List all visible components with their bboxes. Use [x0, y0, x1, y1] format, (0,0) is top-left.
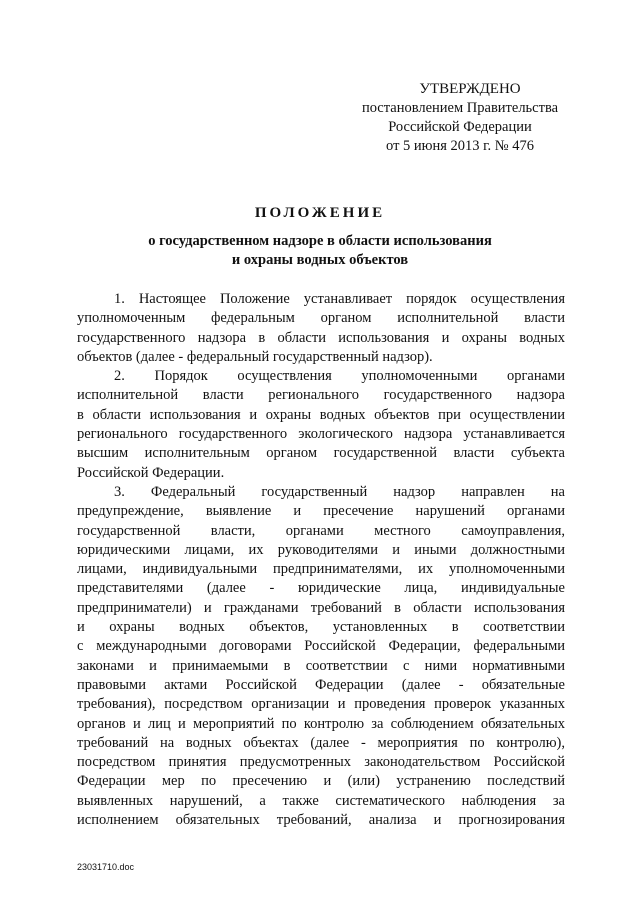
footer-filename: 23031710.doc — [77, 862, 135, 872]
document-title: ПОЛОЖЕНИЕ — [254, 205, 386, 221]
text-line: предприниматели) и гражданами требований в области использования — [77, 599, 565, 616]
text-line: и охраны водных объектов, установленных в соответствии — [77, 619, 565, 636]
text-line: Российской Федерации. — [77, 464, 225, 481]
text-line: требований на водных объектах (далее - мероприятия по контролю), — [77, 734, 565, 751]
text-line: представителями (далее - юридические лица, индивидуальные — [77, 580, 565, 597]
text-line: государственного надзора в области использования и охраны водных — [77, 329, 565, 346]
paragraph-1 — [77, 290, 565, 367]
paragraph-3 — [77, 483, 565, 830]
document-body — [77, 290, 565, 830]
approval-line-1: постановлением Правительства — [361, 100, 559, 116]
text-line: исполнением обязательных требований, анализа и прогнозирования — [77, 812, 565, 829]
text-line: в области использования и охраны водных объектов при осуществлении — [77, 406, 565, 423]
text-line: законами и принимаемыми в соответствии с ними нормативными — [77, 657, 565, 674]
text-line: высшим исполнительным органом государственной власти субъекта — [77, 445, 565, 462]
text-line: требования), посредством организации и проведения проверок указанных — [77, 696, 565, 713]
text-line: лицами, индивидуальными предпринимателями, их уполномоченными — [77, 561, 565, 578]
text-line: органов и лиц и мероприятий по контролю за соблюдением обязательных — [77, 715, 565, 732]
text-line: предупреждение, выявление и пресечение нарушений органами — [77, 503, 565, 520]
text-line: уполномоченным федеральным органом исполнительной власти — [77, 310, 565, 327]
text-line: государственной власти, органами местного самоуправления, — [77, 522, 565, 539]
text-line: с международными договорами Российской Федерации, федеральными — [77, 638, 565, 655]
text-line: 3. Федеральный государственный надзор направлен на — [114, 483, 565, 500]
paragraph-2 — [77, 367, 565, 483]
text-line: 1. Настоящее Положение устанавливает порядок осуществления — [114, 291, 565, 307]
text-line: исполнительной власти регионального государственного надзора — [77, 387, 565, 404]
approval-block — [330, 80, 590, 156]
text-line: объектов (далее - федеральный государственный надзор). — [77, 348, 433, 365]
approval-line-2: Российской Федерации — [388, 119, 532, 135]
subtitle-line-2: и охраны водных объектов — [231, 252, 409, 268]
text-line: регионального государственного экологического надзора устанавливается — [77, 426, 565, 443]
approval-heading: УТВЕРЖДЕНО — [419, 81, 521, 97]
subtitle-line-1: о государственном надзоре в области использования — [148, 233, 492, 249]
text-line: юридическими лицами, их руководителями и иными должностными — [77, 541, 565, 558]
text-line: посредством принятия предусмотренных законодательством Российской — [77, 754, 565, 771]
document-subtitle — [0, 232, 640, 270]
text-line: Федерации мер по пресечению и (или) устранению последствий — [77, 773, 565, 790]
text-line: выявленных нарушений, а также систематического наблюдения за — [77, 792, 565, 809]
approval-line-3: от 5 июня 2013 г. № 476 — [386, 138, 534, 154]
text-line: 2. Порядок осуществления уполномоченными органами — [114, 368, 565, 385]
text-line: правовыми актами Российской Федерации (далее - обязательные — [77, 676, 565, 693]
